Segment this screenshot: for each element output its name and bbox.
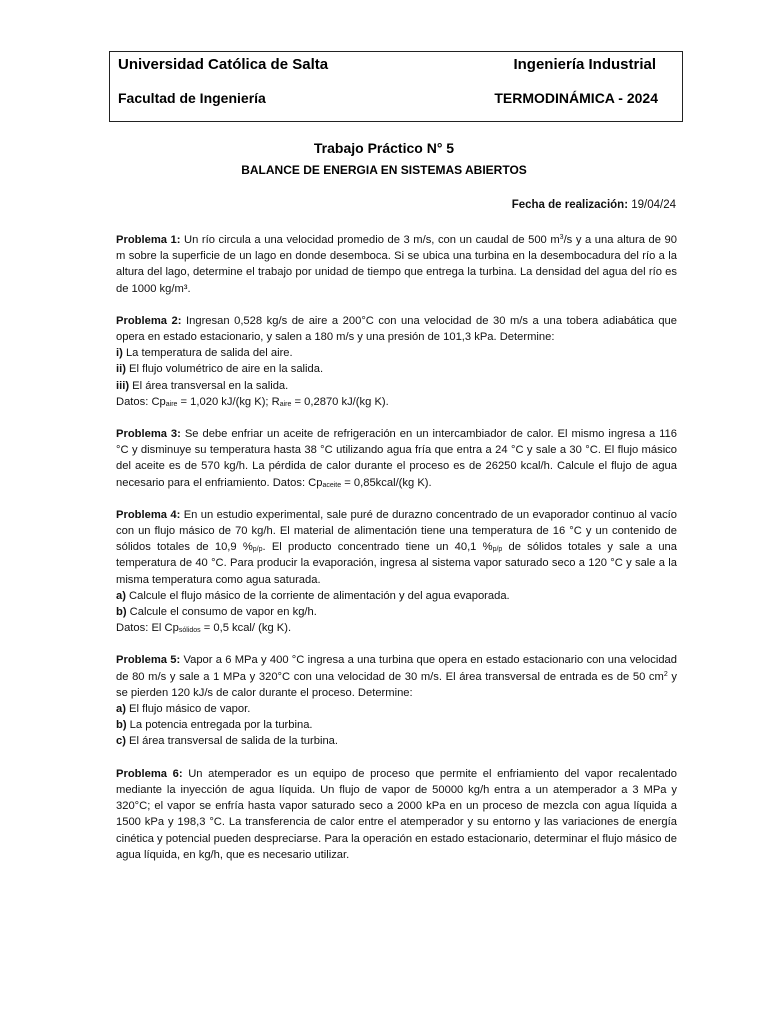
- item-text: La potencia entregada por la turbina.: [126, 719, 313, 732]
- problem-4-sub-a: p/p: [252, 546, 263, 554]
- problem-4-item-a: [116, 588, 677, 604]
- problem-2-label: Problema 2:: [116, 314, 182, 327]
- item-mark: i): [116, 347, 123, 360]
- problem-4-datos: [116, 620, 677, 636]
- problem-2-item-2: [116, 361, 677, 377]
- problem-2-datos: [116, 394, 677, 410]
- problem-1-body-b: /s y a una altura de 90 m sobre la superficie de un lago en donde desemboca. Si se ubica una turbina en la desembocadura del río a la altura del lago, determine el trabajo por unidad de tiempo que entrega la turbina. La densidad del agua del río es de 1000 kg/m³.: [116, 234, 677, 295]
- fecha-realizacion: [512, 199, 676, 211]
- problem-5-body-a: Vapor a 6 MPa y 400 °C ingresa a una turbina que opera en estado estacionario con una velocidad de 80 m/s y sale a 1 MPa y 320°C con una velocidad de 30 m/s. El área transversal de entrada es de 50 cm: [116, 654, 677, 683]
- problem-3-label: Problema 3:: [116, 428, 181, 441]
- datos-sub: sólidos: [178, 627, 201, 635]
- datos-text: Datos: Cp: [116, 395, 166, 408]
- header-box: [109, 51, 683, 122]
- item-mark: b): [116, 719, 127, 732]
- problem-6: [116, 766, 677, 863]
- item-text: El área transversal de salida de la turbina.: [125, 735, 339, 748]
- problem-2-text: [116, 313, 677, 345]
- problem-6-body: Un atemperador es un equipo de proceso que permite el enfriamiento del vapor recalentado mediante la inyección de agua líquida. Un flujo de vapor de 50000 kg/h entra a un atemperador a 3 MPa y 320°C; el vapor se enfría hasta vapor saturado seco a 2000 kPa en un proceso de mezcla con agua líquida a 1500 kPa y 198,3 °C. La transferencia de calor entre el atemperador y su entorno y las variaciones de energía cinética y potencial pueden despreciarse. Para la operación en estado estacionario, determinar el flujo másico de agua líquida, en kg/h, que es necesario utilizar.: [116, 767, 677, 861]
- item-text: Calcule el consumo de vapor en kg/h.: [126, 606, 317, 619]
- problem-5-item-a: [116, 701, 677, 717]
- problem-2: [116, 313, 677, 410]
- problem-5-body-b: y se pierden 120 kJ/s de calor durante el proceso. Determine:: [116, 670, 678, 699]
- problem-2-item-1: [116, 345, 677, 361]
- problem-4-sub-b: p/p: [492, 546, 503, 554]
- item-mark: ii): [116, 363, 126, 376]
- faculty-name: Facultad de Ingeniería: [118, 90, 266, 106]
- datos-sub: aire: [279, 400, 292, 408]
- problem-3: [116, 426, 677, 491]
- problem-6-label: Problema 6:: [116, 767, 183, 780]
- problem-3-body: Se debe enfriar un aceite de refrigeración en un intercambiador de calor. El mismo ingresa a 116 °C y disminuye su temperatura hasta 38 °C utilizando agua fría que entra a 24 °C y sale a 30 °C. El flujo másico del aceite es de 570 kg/h. La pérdida de calor durante el proceso es de 26250 kcal/h. Calcule el flujo de agua necesario para el enfriamiento. Datos: Cp: [116, 428, 677, 489]
- item-text: El flujo másico de vapor.: [125, 703, 251, 716]
- problem-5-text: [116, 652, 677, 701]
- problem-4-body-a: En un estudio experimental, sale puré de durazno concentrado de un evaporador continuo al vacío con un flujo másico de 70 kg/h. El material de alimentación tiene una temperatura de 16 °C y un contenido de sólidos totales de 10,9 %: [116, 508, 677, 554]
- item-text: La temperatura de salida del aire.: [122, 347, 293, 360]
- problem-1: [116, 232, 677, 297]
- item-mark: a): [116, 703, 126, 716]
- fecha-value: 19/04/24: [631, 199, 676, 211]
- problem-4: [116, 507, 677, 637]
- document-subtitle: BALANCE DE ENERGIA EN SISTEMAS ABIERTOS: [241, 163, 527, 177]
- datos-text: = 0,5 kcal/ (kg K).: [200, 622, 292, 635]
- item-mark: b): [116, 606, 127, 619]
- problem-6-text: [116, 766, 677, 863]
- problem-5: [116, 652, 677, 749]
- problem-5-sup: 2: [663, 670, 668, 678]
- problem-4-text: [116, 507, 677, 588]
- problem-1-body-a: Un río circula a una velocidad promedio de 3 m/s, con un caudal de 500 m: [180, 234, 560, 246]
- problem-4-label: Problema 4:: [116, 508, 181, 521]
- problem-1-text: [116, 232, 677, 297]
- item-text: El área transversal en la salida.: [129, 379, 289, 392]
- course-name: TERMODINÁMICA - 2024: [494, 90, 658, 106]
- problem-5-item-b: [116, 717, 677, 733]
- problem-4-body-b: . El producto concentrado tiene un 40,1 %: [262, 541, 493, 554]
- item-text: El flujo volumétrico de aire en la salida.: [125, 363, 324, 376]
- problem-2-body: Ingresan 0,528 kg/s de aire a 200°C con una velocidad de 30 m/s a una tobera adiabática que opera en estado estacionario, y salen a 180 m/s y una presión de 101,3 kPa. Determine:: [116, 314, 678, 344]
- problem-3-sub: aceite: [322, 481, 342, 489]
- problem-4-body-c: de sólidos totales y sale a una temperatura de 40 °C. Para producir la evaporación, ingresa al sistema vapor saturado seco a 120 °C y sale a la misma temperatura como agua saturada.: [116, 541, 677, 586]
- item-mark: c): [116, 735, 126, 748]
- university-name: Universidad Católica de Salta: [118, 56, 329, 73]
- problem-3-body-end: = 0,85kcal/(kg K).: [341, 476, 432, 489]
- department-name: Ingeniería Industrial: [513, 56, 656, 73]
- item-mark: iii): [116, 379, 130, 392]
- datos-text: = 0,2870 kJ/(kg K).: [291, 395, 389, 408]
- problem-1-sup: 3: [559, 234, 564, 241]
- problem-4-item-b: [116, 604, 677, 620]
- item-mark: a): [116, 589, 126, 602]
- problem-1-label: Problema 1:: [116, 234, 181, 246]
- datos-text: Datos: El Cp: [116, 622, 179, 635]
- document-title: Trabajo Práctico N° 5: [313, 140, 455, 156]
- problem-5-label: Problema 5:: [116, 654, 181, 667]
- fecha-label: Fecha de realización:: [511, 199, 629, 211]
- problem-2-item-3: [116, 378, 677, 394]
- problem-list: [116, 232, 677, 879]
- datos-sub: aire: [165, 400, 178, 408]
- problem-5-item-c: [116, 733, 677, 749]
- problem-3-text: [116, 426, 677, 491]
- item-text: Calcule el flujo másico de la corriente de alimentación y del agua evaporada.: [125, 589, 510, 602]
- datos-text: = 1,020 kJ/(kg K); R: [177, 395, 280, 408]
